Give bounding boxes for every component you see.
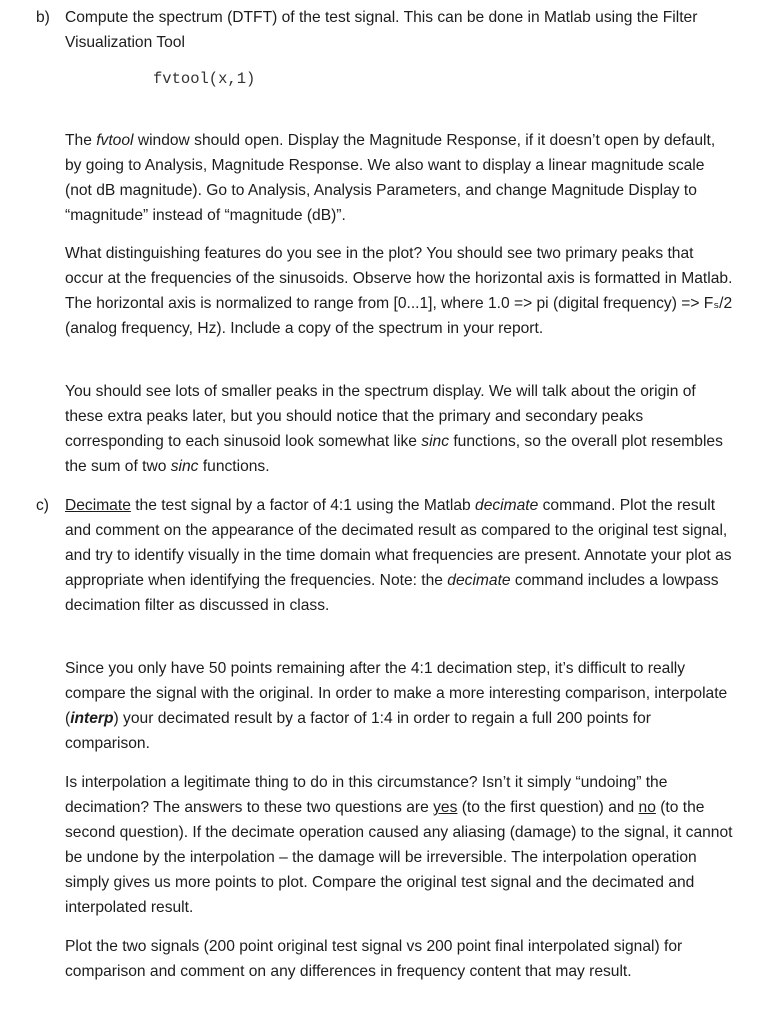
paragraph-fvtool — [65, 128, 733, 228]
paragraph-legitimate — [65, 770, 733, 920]
section-b-marker: b) — [36, 9, 50, 26]
sinc-term: sinc — [170, 458, 199, 475]
text-run: functions. — [198, 458, 270, 475]
text-run: Is interpolation a legitimate thing to do in this circumstance? Isn’t it simply “undoing” the decimation? The answers to these two questions are — [65, 774, 668, 816]
fvtool-term: fvtool — [96, 132, 134, 149]
decimate-link: Decimate — [65, 497, 131, 514]
text-run: (to the second question). If the decimate operation caused any aliasing (damage) to the signal, it cannot be undone by the interpolation – the damage will be irreversible. The interpolation operation simply gives us more points to plot. Compare the original test signal and the decimated and interpolated result. — [65, 799, 733, 916]
section-b-intro: Compute the spectrum (DTFT) of the test signal. This can be done in Matlab using the Filter Visualization Tool — [65, 9, 698, 51]
paragraph-interpolate — [65, 656, 733, 756]
paragraph-plot-two-signals: Plot the two signals (200 point original test signal vs 200 point final interpolated signal) for comparison and comment on any differences in frequency content that may result. — [65, 938, 683, 980]
decimate-term: decimate — [475, 497, 539, 514]
sinc-term: sinc — [421, 433, 449, 450]
text-run: functions, so the overall plot resembles the sum of two — [65, 433, 723, 475]
text-run: Since you only have 50 points remaining after the 4:1 decimation step, it’s difficult to really compare the signal with the original. In order to make a more interesting comparison, interpolate ( — [65, 660, 728, 727]
decimate-term: decimate — [447, 572, 511, 589]
text-run: The — [65, 132, 97, 149]
text-run: command includes a lowpass decimation filter as discussed in class. — [65, 572, 719, 614]
text-run: You should see lots of smaller peaks in the spectrum display. We will talk about the origin of these extra peaks later, but you should notice that the primary and secondary peaks corresponding to each sinusoid look somewhat like — [65, 383, 696, 450]
text-run: command. Plot the result and comment on the appearance of the decimated result as compared to the original test signal, and try to identify visually in the time domain what frequencies are present. Annotate your plot as appropriate when identifying the frequencies. Note: the — [65, 497, 732, 589]
code-snippet: fvtool(x,1) — [153, 70, 256, 88]
paragraph-decimate — [65, 493, 733, 618]
text-run: ) your decimated result by a factor of 1:4 in order to regain a full 200 points for comparison. — [65, 710, 651, 752]
paragraph-smaller-peaks — [65, 379, 733, 479]
text-run: window should open. Display the Magnitude Response, if it doesn’t open by default, by going to Analysis, Magnitude Response. We also want to display a linear magnitude scale (not dB magnitude). Go to Analysis, Analysis Parameters, and change Magnitude Display to “magnitude” instead of “magnitude (dB)”. — [65, 132, 716, 224]
paragraph-features: What distinguishing features do you see in the plot? You should see two primary peaks that occur at the frequencies of the sinusoids. Observe how the horizontal axis is formatted in Matlab. The horizontal axis is normalized to range from [0...1], where 1.0 => pi (digital frequency) => Fₛ/2 (analog frequency, Hz). Include a copy of the spectrum in your report. — [65, 245, 733, 337]
text-run: the test signal by a factor of 4:1 using the Matlab — [130, 497, 476, 514]
section-c-marker: c) — [36, 497, 49, 514]
interp-term: interp — [70, 710, 114, 727]
text-run: (to the first question) and — [457, 799, 639, 816]
no-answer: no — [638, 799, 656, 816]
yes-answer: yes — [433, 799, 458, 816]
